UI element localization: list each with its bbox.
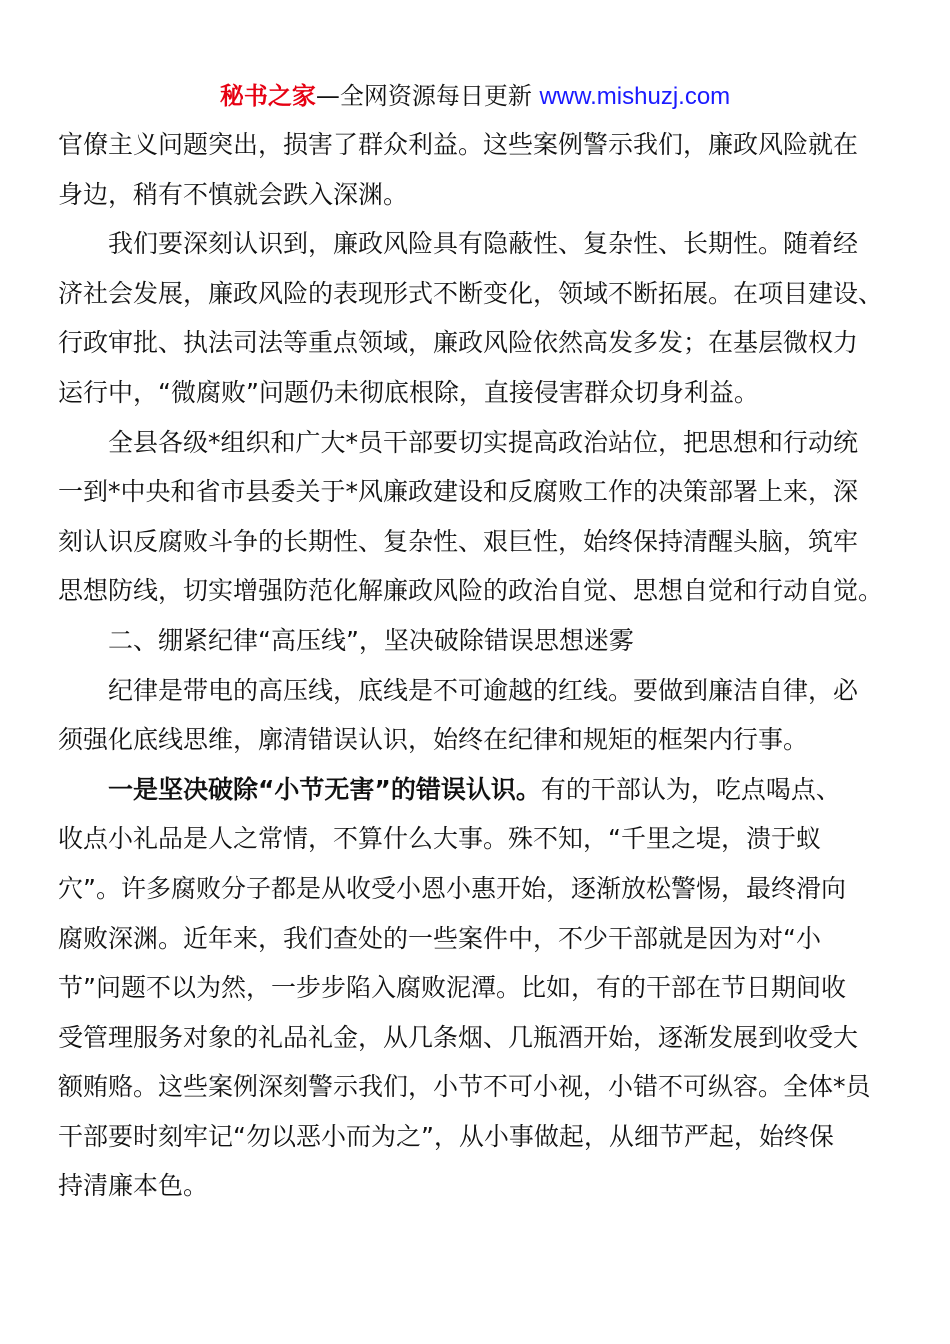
text-line: 额贿赂。这些案例深刻警示我们，小节不可小视，小错不可纵容。全体*员	[58, 1072, 871, 1102]
paragraph-start-line: 全县各级*组织和广大*员干部要切实提高政治站位，把思想和行动统	[108, 427, 859, 457]
text-line: 受管理服务对象的礼品礼金，从几条烟、几瓶酒开始，逐渐发展到收受大	[58, 1022, 859, 1052]
document-body	[58, 120, 894, 1211]
paragraph-start-line	[58, 765, 894, 815]
site-url-link[interactable]: www.mishuzj.com	[539, 83, 731, 110]
section-heading: 二、绷紧纪律“高压线”，坚决破除错误思想迷雾	[108, 625, 634, 655]
page-header	[0, 80, 950, 113]
text-line: 行政审批、执法司法等重点领域，廉政风险依然高发多发；在基层微权力	[58, 328, 859, 358]
text-span: 有的干部认为，吃点喝点、	[540, 774, 841, 804]
paragraph-start-line: 我们要深刻认识到，廉政风险具有隐蔽性、复杂性、长期性。随着经	[108, 229, 859, 259]
text-line: 节”问题不以为然，一步步陷入腐败泥潭。比如，有的干部在节日期间收	[58, 973, 846, 1003]
text-line: 穴”。许多腐败分子都是从收受小恩小惠开始，逐渐放松警惕，最终滑向	[58, 873, 846, 903]
site-slogan: —全网资源每日更新	[315, 82, 540, 110]
text-line: 腐败深渊。近年来，我们查处的一些案件中，不少干部就是因为对“小	[58, 923, 821, 953]
bold-lead-sentence: 一是坚决破除“小节无害”的错误认识。	[108, 774, 541, 804]
text-line: 收点小礼品是人之常情，不算什么大事。殊不知，“千里之堤，溃于蚁	[58, 824, 821, 854]
text-line: 济社会发展，廉政风险的表现形式不断变化，领域不断拓展。在项目建设、	[58, 278, 884, 308]
text-line: 干部要时刻牢记“勿以恶小而为之”，从小事做起，从细节严起，始终保	[58, 1121, 834, 1151]
text-line: 一到*中央和省市县委关于*风廉政建设和反腐败工作的决策部署上来，深	[58, 477, 859, 507]
paragraph-start-line: 纪律是带电的高压线，底线是不可逾越的红线。要做到廉洁自律，必	[108, 675, 859, 705]
text-line: 思想防线，切实增强防范化解廉政风险的政治自觉、思想自觉和行动自觉。	[58, 576, 884, 606]
text-line: 持清廉本色。	[58, 1171, 209, 1201]
text-line: 身边，稍有不慎就会跌入深渊。	[58, 179, 409, 209]
text-line: 刻认识反腐败斗争的长期性、复杂性、艰巨性，始终保持清醒头脑，筑牢	[58, 526, 859, 556]
text-line: 官僚主义问题突出，损害了群众利益。这些案例警示我们，廉政风险就在	[58, 130, 859, 159]
text-line: 须强化底线思维，廓清错误认识，始终在纪律和规矩的框架内行事。	[58, 725, 809, 755]
site-brand: 秘书之家	[219, 82, 316, 110]
text-line: 运行中，“微腐败”问题仍未彻底根除，直接侵害群众切身利益。	[58, 377, 759, 407]
